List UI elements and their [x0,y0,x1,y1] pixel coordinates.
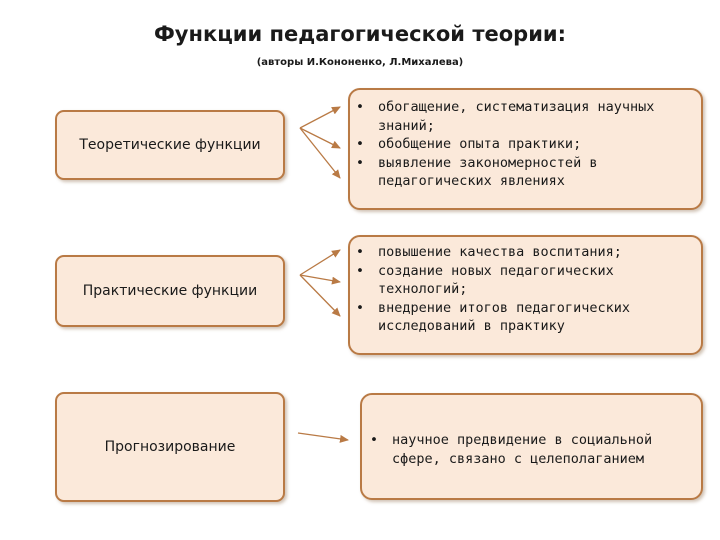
list-item: • создание новых педагогических технологий; [350,262,691,299]
list-item: • обогащение, систематизация научных знаний; [350,98,691,135]
arrow [300,107,340,128]
function-label: Теоретические функции [79,137,261,153]
page-subtitle: (авторы И.Кононенко, Л.Михалева) [256,57,464,68]
arrow [298,433,348,440]
list-item: • научное предвидение в социальной сфере, связано с целеполаганием [364,431,691,468]
arrow [300,250,340,275]
page-title: Функции педагогической теории: [153,22,567,46]
function-label: Практические функции [82,283,258,299]
list-item: • повышение качества воспитания; [350,243,691,262]
list-item: • обобщение опыта практики; [350,135,691,154]
list-item: • выявление закономерностей в педагогических явлениях [350,154,691,191]
list-item: • внедрение итогов педагогических исследований в практику [350,299,691,336]
arrow [300,128,340,148]
function-label: Прогнозирование [104,439,236,455]
arrow [300,128,340,178]
